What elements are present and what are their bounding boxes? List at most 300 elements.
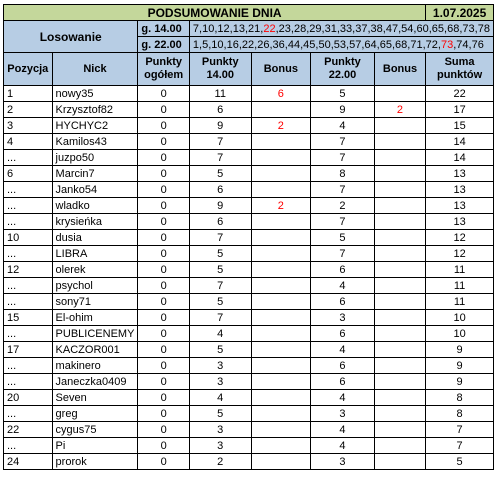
draw-separator: , xyxy=(290,22,294,35)
points-1400-cell: 6 xyxy=(189,182,251,198)
draw-number: 37 xyxy=(355,22,368,35)
bonus-2200-cell xyxy=(374,342,425,358)
nick-cell: krysieńka xyxy=(52,214,138,230)
position-cell: 3 xyxy=(4,118,53,134)
draw-separator: , xyxy=(321,22,325,35)
total-points-cell: 0 xyxy=(138,214,190,230)
table-row xyxy=(4,390,494,406)
nick-cell: psychol xyxy=(52,278,138,294)
position-cell: ... xyxy=(4,214,53,230)
bonus-2200-cell xyxy=(374,134,425,150)
draw-number: 73 xyxy=(462,22,475,35)
position-cell: 22 xyxy=(4,422,53,438)
sum-points-cell: 11 xyxy=(426,262,494,278)
table-row xyxy=(4,150,494,166)
nick-cell: Kamilos43 xyxy=(52,134,138,150)
total-points-cell: 0 xyxy=(138,454,190,470)
draw-separator: , xyxy=(352,22,356,35)
total-points-cell: 0 xyxy=(138,134,190,150)
draw-separator: , xyxy=(376,38,380,51)
sum-points-cell: 22 xyxy=(426,86,494,102)
table-row xyxy=(4,246,494,262)
bonus-1400-cell xyxy=(251,454,311,470)
summary-date: 1.07.2025 xyxy=(426,5,494,21)
draw-separator: , xyxy=(208,38,212,51)
points-2200-cell: 2 xyxy=(311,198,375,214)
draw-number: 50 xyxy=(318,38,331,51)
points-2200-cell: 6 xyxy=(311,358,375,374)
sum-points-cell: 9 xyxy=(426,374,494,390)
points-1400-cell: 5 xyxy=(189,406,251,422)
nick-cell: sony71 xyxy=(52,294,138,310)
total-points-cell: 0 xyxy=(138,422,190,438)
bonus-2200-cell xyxy=(374,326,425,342)
sum-points-cell: 7 xyxy=(426,438,494,454)
draw-time-2: g. 22.00 xyxy=(138,37,190,53)
points-1400-cell: 5 xyxy=(189,166,251,182)
position-cell: 1 xyxy=(4,86,53,102)
total-points-cell: 0 xyxy=(138,406,190,422)
draw-number: 74 xyxy=(456,38,469,51)
table-row xyxy=(4,198,494,214)
points-2200-cell: 6 xyxy=(311,262,375,278)
draw-number: 68 xyxy=(395,38,408,51)
col-header-bonus-2200: Bonus xyxy=(374,53,425,86)
table-row xyxy=(4,438,494,454)
draw-separator: , xyxy=(459,22,463,35)
bonus-1400-cell: 6 xyxy=(251,86,311,102)
draw-separator: , xyxy=(468,38,472,51)
bonus-2200-cell xyxy=(374,198,425,214)
draw-separator: , xyxy=(244,22,249,35)
bonus-1400-cell xyxy=(251,406,311,422)
draw-number: 10 xyxy=(211,38,224,51)
points-2200-cell: 4 xyxy=(311,422,375,438)
losowanie-label: Losowanie xyxy=(4,21,138,53)
bonus-1400-cell xyxy=(251,342,311,358)
draw-separator: , xyxy=(254,38,258,51)
draw-separator: , xyxy=(260,22,264,35)
draw-number: 36 xyxy=(272,38,285,51)
bonus-2200-cell xyxy=(374,246,425,262)
col-header-points-2200: Punkty 22.00 xyxy=(311,53,375,86)
points-1400-cell: 7 xyxy=(189,150,251,166)
bonus-2200-cell xyxy=(374,422,425,438)
draw-separator: , xyxy=(214,22,218,35)
draw-number: 78 xyxy=(477,22,490,35)
position-cell: 15 xyxy=(4,310,53,326)
draw-number: 33 xyxy=(339,22,353,35)
table-row xyxy=(4,310,494,326)
nick-cell: LIBRA xyxy=(52,246,138,262)
draw-number: 29 xyxy=(309,22,322,35)
points-1400-cell: 9 xyxy=(189,118,251,134)
sum-points-cell: 12 xyxy=(426,246,494,262)
bonus-1400-cell xyxy=(251,422,311,438)
nick-cell: nowy35 xyxy=(52,86,138,102)
total-points-cell: 0 xyxy=(138,326,190,342)
draw-number: 65 xyxy=(379,38,392,51)
draw-separator: , xyxy=(306,22,310,35)
points-2200-cell: 6 xyxy=(311,294,375,310)
draw-separator: , xyxy=(229,22,233,35)
points-2200-cell: 7 xyxy=(311,134,375,150)
table-row xyxy=(4,118,494,134)
sum-points-cell: 5 xyxy=(426,454,494,470)
bonus-2200-cell xyxy=(374,390,425,406)
bonus-2200-cell xyxy=(374,310,425,326)
draw-separator: , xyxy=(444,22,448,35)
table-row xyxy=(4,406,494,422)
bonus-1400-cell xyxy=(251,150,311,166)
bonus-2200-cell: 2 xyxy=(374,102,425,118)
points-1400-cell: 9 xyxy=(189,198,251,214)
table-row xyxy=(4,342,494,358)
table-row xyxy=(4,86,494,102)
points-1400-cell: 6 xyxy=(189,102,251,118)
nick-cell: Marcin7 xyxy=(52,166,138,182)
bonus-1400-cell xyxy=(251,278,311,294)
table-row xyxy=(4,182,494,198)
draw-number: 13 xyxy=(232,22,245,35)
position-cell: ... xyxy=(4,182,53,198)
points-1400-cell: 6 xyxy=(189,214,251,230)
bonus-2200-cell xyxy=(374,438,425,454)
points-1400-cell: 7 xyxy=(189,134,251,150)
bonus-2200-cell xyxy=(374,166,425,182)
points-1400-cell: 7 xyxy=(189,278,251,294)
draw-number: 71 xyxy=(410,38,423,51)
table-row xyxy=(4,278,494,294)
total-points-cell: 0 xyxy=(138,374,190,390)
position-cell: 24 xyxy=(4,454,53,470)
points-1400-cell: 3 xyxy=(189,422,251,438)
sum-points-cell: 13 xyxy=(426,182,494,198)
bonus-1400-cell xyxy=(251,134,311,150)
sum-points-cell: 12 xyxy=(426,230,494,246)
draw-number: 72 xyxy=(425,38,438,51)
points-2200-cell: 4 xyxy=(311,342,375,358)
total-points-cell: 0 xyxy=(138,118,190,134)
position-cell: ... xyxy=(4,358,53,374)
nick-cell: Janeczka0409 xyxy=(52,374,138,390)
position-cell: ... xyxy=(4,150,53,166)
total-points-cell: 0 xyxy=(138,390,190,406)
draw-number: 1 xyxy=(192,38,200,51)
points-1400-cell: 7 xyxy=(189,230,251,246)
draw-separator: , xyxy=(199,22,203,35)
col-header-position: Pozycja xyxy=(4,53,53,86)
bonus-1400-cell xyxy=(251,294,311,310)
bonus-1400-cell: 2 xyxy=(251,198,311,214)
total-points-cell: 0 xyxy=(138,150,190,166)
bonus-2200-cell xyxy=(374,118,425,134)
nick-cell: greg xyxy=(52,406,138,422)
position-cell: ... xyxy=(4,374,53,390)
total-points-cell: 0 xyxy=(138,262,190,278)
points-2200-cell: 6 xyxy=(311,374,375,390)
sum-points-cell: 15 xyxy=(426,118,494,134)
nick-cell: Krzysztof82 xyxy=(52,102,138,118)
nick-cell: makinero xyxy=(52,358,138,374)
bonus-1400-cell xyxy=(251,214,311,230)
points-2200-cell: 7 xyxy=(311,214,375,230)
position-cell: 4 xyxy=(4,134,53,150)
bonus-2200-cell xyxy=(374,406,425,422)
bonus-1400-cell xyxy=(251,358,311,374)
total-points-cell: 0 xyxy=(138,198,190,214)
draw-number: 60 xyxy=(416,22,429,35)
table-row xyxy=(4,294,494,310)
table-row xyxy=(4,422,494,438)
points-1400-cell: 3 xyxy=(189,358,251,374)
total-points-cell: 0 xyxy=(138,342,190,358)
total-points-cell: 0 xyxy=(138,358,190,374)
draw-number: 73 xyxy=(440,38,454,51)
points-2200-cell: 4 xyxy=(311,118,375,134)
points-1400-cell: 5 xyxy=(189,262,251,278)
table-row xyxy=(4,214,494,230)
table-row xyxy=(4,102,494,118)
draw-separator: , xyxy=(300,38,304,51)
nick-cell: cygus75 xyxy=(52,422,138,438)
nick-cell: HYCHYC2 xyxy=(52,118,138,134)
points-2200-cell: 7 xyxy=(311,246,375,262)
draw-separator: , xyxy=(315,38,319,51)
total-points-cell: 0 xyxy=(138,166,190,182)
draw-number: 26 xyxy=(257,38,270,51)
sum-points-cell: 17 xyxy=(426,102,494,118)
draw-separator: , xyxy=(391,38,396,51)
nick-cell: olerek xyxy=(52,262,138,278)
bonus-1400-cell xyxy=(251,182,311,198)
draw-number: 54 xyxy=(401,22,414,35)
bonus-2200-cell xyxy=(374,374,425,390)
bonus-2200-cell xyxy=(374,454,425,470)
sum-points-cell: 9 xyxy=(426,358,494,374)
draw-separator: , xyxy=(413,22,417,35)
points-1400-cell: 3 xyxy=(189,374,251,390)
bonus-1400-cell xyxy=(251,326,311,342)
draw-separator: , xyxy=(382,22,386,35)
position-cell: 12 xyxy=(4,262,53,278)
points-2200-cell: 8 xyxy=(311,166,375,182)
total-points-cell: 0 xyxy=(138,86,190,102)
points-1400-cell: 7 xyxy=(189,310,251,326)
position-cell: 17 xyxy=(4,342,53,358)
col-header-total: Punkty ogółem xyxy=(138,53,190,86)
points-2200-cell: 5 xyxy=(311,230,375,246)
points-1400-cell: 2 xyxy=(189,454,251,470)
draw-time-1: g. 14.00 xyxy=(138,21,190,37)
draw-separator: , xyxy=(284,38,288,51)
bonus-2200-cell xyxy=(374,86,425,102)
sum-points-cell: 13 xyxy=(426,198,494,214)
sum-points-cell: 14 xyxy=(426,134,494,150)
sum-points-cell: 10 xyxy=(426,310,494,326)
points-2200-cell: 3 xyxy=(311,310,375,326)
position-cell: ... xyxy=(4,294,53,310)
draw-number: 76 xyxy=(471,38,484,51)
points-2200-cell: 7 xyxy=(311,150,375,166)
nick-cell: Janko54 xyxy=(52,182,138,198)
draw-number: 28 xyxy=(293,22,307,35)
draw-separator: , xyxy=(223,38,227,51)
draw-separator: , xyxy=(398,22,402,35)
table-row xyxy=(4,454,494,470)
col-header-sum: Suma punktów xyxy=(426,53,494,86)
bonus-2200-cell xyxy=(374,294,425,310)
points-2200-cell: 3 xyxy=(311,406,375,422)
draw-number: 22 xyxy=(241,38,255,51)
position-cell: 10 xyxy=(4,230,53,246)
table-row xyxy=(4,262,494,278)
points-2200-cell: 4 xyxy=(311,390,375,406)
position-cell: 20 xyxy=(4,390,53,406)
sum-points-cell: 14 xyxy=(426,150,494,166)
col-header-bonus-1400: Bonus xyxy=(251,53,311,86)
draw-number: 23 xyxy=(278,22,291,35)
position-cell: ... xyxy=(4,278,53,294)
draw-separator: , xyxy=(474,22,478,35)
bonus-1400-cell xyxy=(251,374,311,390)
points-1400-cell: 5 xyxy=(189,342,251,358)
draw-number: 21 xyxy=(248,22,261,35)
draw-separator: , xyxy=(453,38,457,51)
points-2200-cell: 4 xyxy=(311,438,375,454)
draw-separator: , xyxy=(269,38,273,51)
position-cell: ... xyxy=(4,438,53,454)
bonus-2200-cell xyxy=(374,230,425,246)
draw-number: 65 xyxy=(431,22,445,35)
nick-cell: El-ohim xyxy=(52,310,138,326)
bonus-2200-cell xyxy=(374,150,425,166)
draw-number: 16 xyxy=(226,38,239,51)
draw-separator: , xyxy=(238,38,242,51)
bonus-2200-cell xyxy=(374,214,425,230)
sum-points-cell: 13 xyxy=(426,214,494,230)
draw-number: 47 xyxy=(385,22,399,35)
points-1400-cell: 11 xyxy=(189,86,251,102)
draw-number: 7 xyxy=(192,22,200,35)
total-points-cell: 0 xyxy=(138,278,190,294)
draw-number: 12 xyxy=(217,22,230,35)
sum-points-cell: 9 xyxy=(426,342,494,358)
draw-number: 68 xyxy=(447,22,460,35)
draw-number: 44 xyxy=(287,38,301,51)
draw-separator: , xyxy=(428,22,432,35)
header-row xyxy=(4,53,494,86)
total-points-cell: 0 xyxy=(138,246,190,262)
page-title: PODSUMOWANIE DNIA xyxy=(4,5,426,21)
draw-number: 5 xyxy=(202,38,209,51)
points-1400-cell: 4 xyxy=(189,390,251,406)
bonus-1400-cell xyxy=(251,390,311,406)
bonus-1400-cell xyxy=(251,246,311,262)
draw-separator: , xyxy=(437,38,441,51)
sum-points-cell: 8 xyxy=(426,390,494,406)
draw-separator: , xyxy=(422,38,426,51)
total-points-cell: 0 xyxy=(138,438,190,454)
draw-separator: , xyxy=(361,38,365,51)
points-2200-cell: 7 xyxy=(311,182,375,198)
draw-numbers-2 xyxy=(189,37,493,53)
draw-separator: , xyxy=(346,38,350,51)
draw-separator: , xyxy=(199,38,203,51)
sum-points-cell: 13 xyxy=(426,166,494,182)
total-points-cell: 0 xyxy=(138,102,190,118)
draw-number: 53 xyxy=(333,38,347,51)
bonus-1400-cell xyxy=(251,262,311,278)
points-1400-cell: 5 xyxy=(189,294,251,310)
position-cell: ... xyxy=(4,406,53,422)
draw-separator: , xyxy=(330,38,334,51)
bonus-1400-cell xyxy=(251,166,311,182)
points-2200-cell: 4 xyxy=(311,278,375,294)
points-1400-cell: 4 xyxy=(189,326,251,342)
draw-number: 31 xyxy=(324,22,337,35)
bonus-1400-cell: 2 xyxy=(251,118,311,134)
position-cell: ... xyxy=(4,326,53,342)
nick-cell: PUBLICENEMY xyxy=(52,326,138,342)
bonus-2200-cell xyxy=(374,358,425,374)
draw-numbers-1 xyxy=(189,21,493,37)
table-row xyxy=(4,230,494,246)
total-points-cell: 0 xyxy=(138,294,190,310)
draw-number: 64 xyxy=(364,38,377,51)
bonus-2200-cell xyxy=(374,262,425,278)
table-row xyxy=(4,326,494,342)
col-header-points-1400: Punkty 14.00 xyxy=(189,53,251,86)
points-2200-cell: 3 xyxy=(311,454,375,470)
sum-points-cell: 11 xyxy=(426,278,494,294)
nick-cell: dusia xyxy=(52,230,138,246)
table-row xyxy=(4,166,494,182)
col-header-nick: Nick xyxy=(52,53,138,86)
draw-separator: , xyxy=(407,38,411,51)
draw-number: 22 xyxy=(263,22,276,35)
total-points-cell: 0 xyxy=(138,182,190,198)
points-1400-cell: 5 xyxy=(189,246,251,262)
position-cell: 6 xyxy=(4,166,53,182)
nick-cell: juzpo50 xyxy=(52,150,138,166)
table-row xyxy=(4,134,494,150)
nick-cell: Seven xyxy=(52,390,138,406)
draw-number: 45 xyxy=(303,38,316,51)
bonus-1400-cell xyxy=(251,310,311,326)
draw-separator: , xyxy=(367,22,371,35)
bonus-1400-cell xyxy=(251,230,311,246)
position-cell: ... xyxy=(4,246,53,262)
draw-separator: , xyxy=(336,22,340,35)
draw-number: 38 xyxy=(370,22,383,35)
draw-separator: , xyxy=(275,22,279,35)
sum-points-cell: 7 xyxy=(426,422,494,438)
draw-number: 10 xyxy=(202,22,215,35)
position-cell: 2 xyxy=(4,102,53,118)
total-points-cell: 0 xyxy=(138,310,190,326)
points-2200-cell: 9 xyxy=(311,102,375,118)
position-cell: ... xyxy=(4,198,53,214)
table-row xyxy=(4,358,494,374)
sum-points-cell: 8 xyxy=(426,406,494,422)
points-2200-cell: 6 xyxy=(311,326,375,342)
nick-cell: Pi xyxy=(52,438,138,454)
daily-summary-table xyxy=(3,4,494,470)
draw-number: 57 xyxy=(349,38,362,51)
nick-cell: KACZOR001 xyxy=(52,342,138,358)
nick-cell: prorok xyxy=(52,454,138,470)
